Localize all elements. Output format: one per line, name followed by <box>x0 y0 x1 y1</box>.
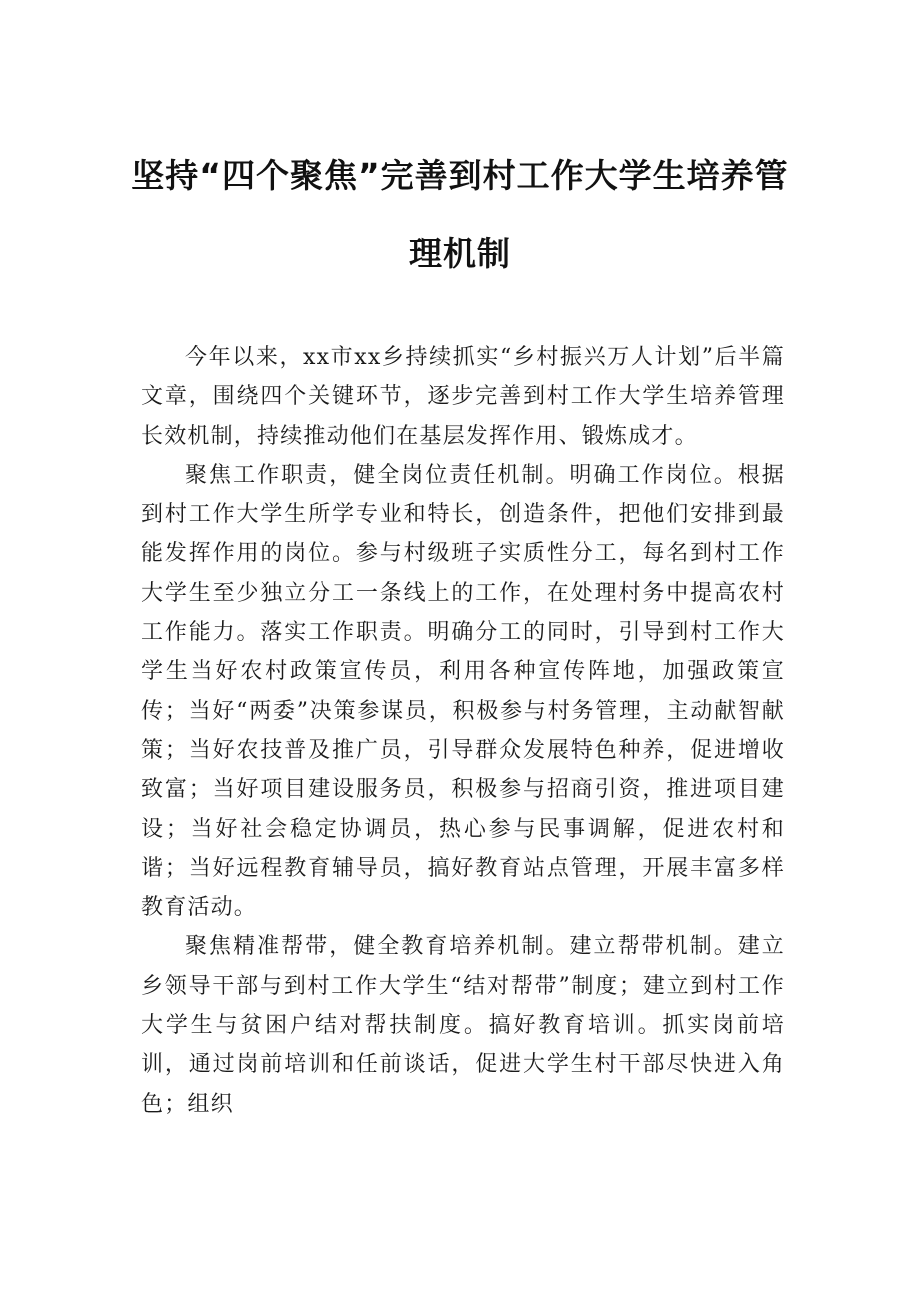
document-title-line-2: 理机制 <box>409 234 511 273</box>
document-title-line-1: 坚持“四个聚焦”完善到村工作大学生培养管 <box>131 156 789 195</box>
paragraph-mentoring: 聚焦精准帮带，健全教育培养机制。建立帮带机制。建立乡领导干部与到村工作大学生“结对帮带”制度；建立到村工作大学生与贫困户结对帮扶制度。搞好教育培训。抓实岗前培训，通过岗前培训和任前谈话，促进大学生村干部尽快进入角色；组织 <box>141 934 785 1117</box>
paragraph-job-duties: 聚焦工作职责，健全岗位责任机制。明确工作岗位。根据到村工作大学生所学专业和特长，创造条件，把他们安排到最能发挥作用的岗位。参与村级班子实质性分工，每名到村工作大学生至少独立分工一条线上的工作，在处理村务中提高农村工作能力。落实工作职责。明确分工的同时，引导到村工作大学生当好农村政策宣传员，利用各种宣传阵地，加强政策宣传；当好“两委”决策参谋员，积极参与村务管理，主动献智献策；当好农技普及推广员，引导群众发展特色种养，促进增收致富；当好项目建设服务员，积极参与招商引资，推进项目建设；当好社会稳定协调员，热心参与民事调解，促进农村和谐；当好远程教育辅导员，搞好教育站点管理，开展丰富多样教育活动。 <box>141 462 785 921</box>
document-body <box>141 338 785 1124</box>
paragraph-intro: 今年以来，xx市xx乡持续抓实“乡村振兴万人计划”后半篇文章，围绕四个关键环节，逐步完善到村工作大学生培养管理长效机制，持续推动他们在基层发挥作用、锻炼成才。 <box>141 345 785 449</box>
